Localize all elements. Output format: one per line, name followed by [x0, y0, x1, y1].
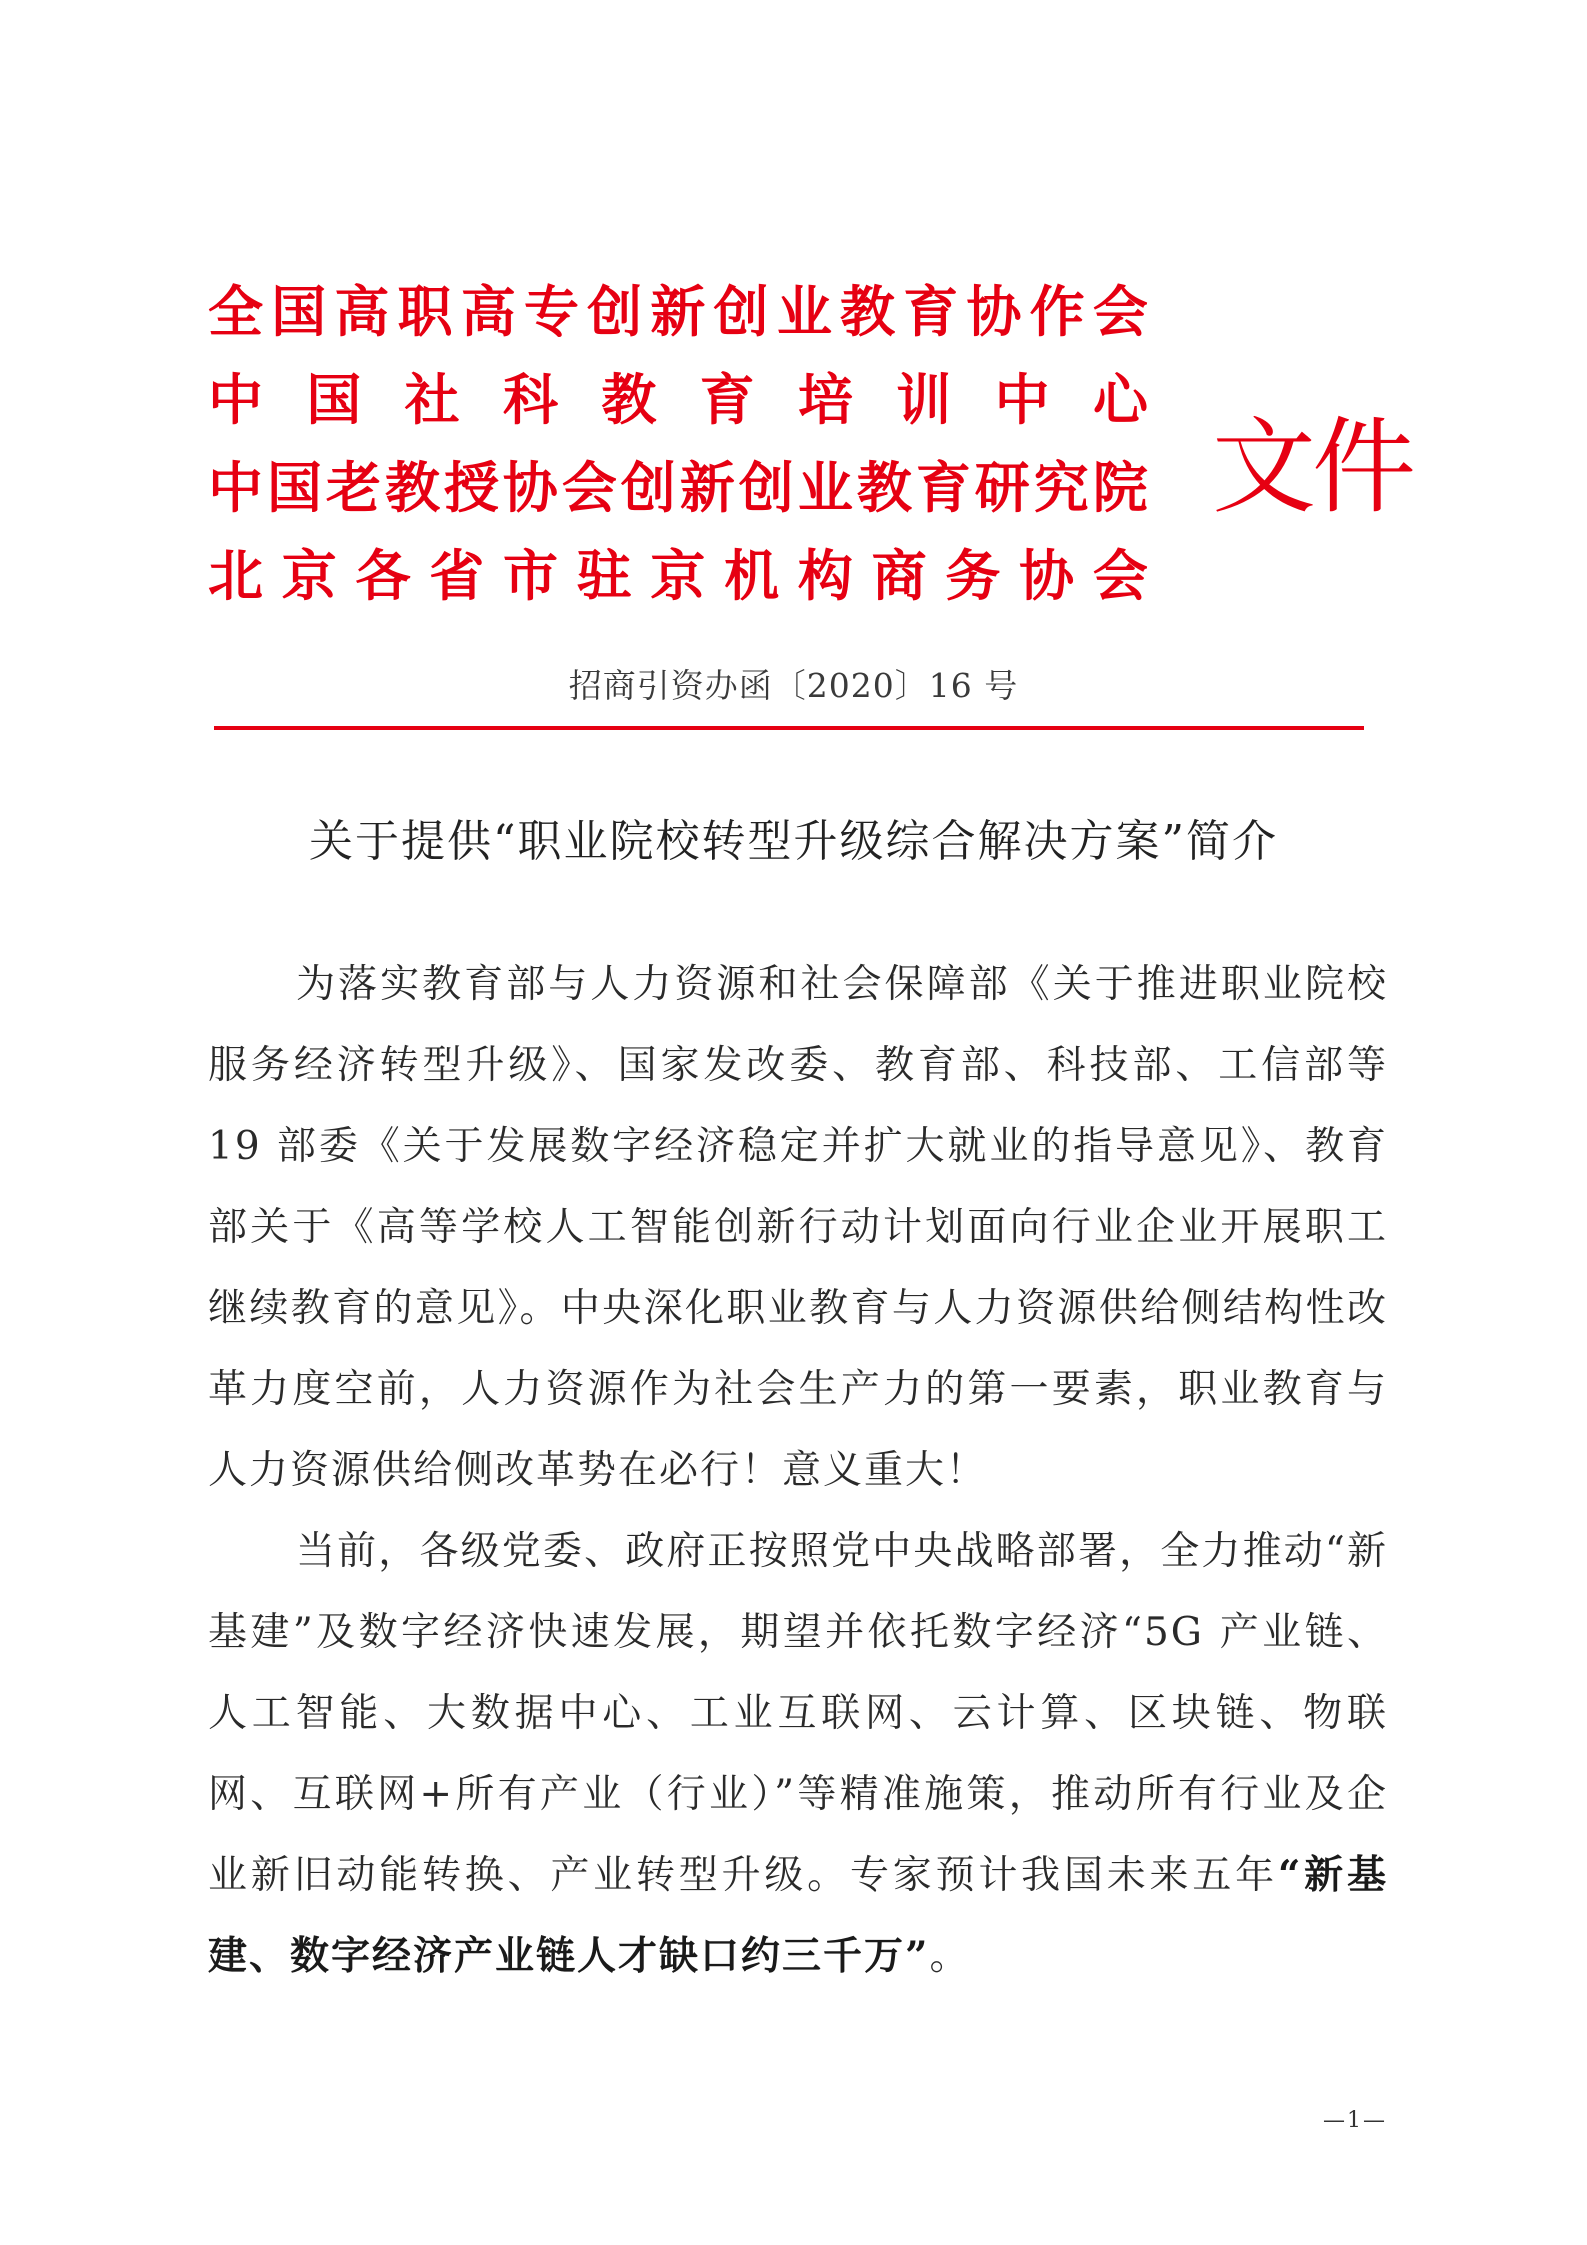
issuer-char: 心 [1092, 368, 1148, 432]
issuer-char: 教 [856, 456, 912, 520]
issuer-char: 市 [502, 544, 558, 608]
issuer-char: 新 [679, 456, 735, 520]
issuer-char: 育 [699, 368, 755, 432]
paragraph-text: 为落实教育部与人力资源和社会保障部《关于推进职业院校服务经济转型升级》、国家发改委、教育部、科技部、工信部等 19 部委《关于发展数字经济稳定并扩大就业的指导意见》、教育部关于《高等学校人工智能创新行动计划面向行业企业开展职工继续教育的意见》。中央深化职业教育与人力资源供给侧结构性改革力度空前，人力资源作为社会生产力的第一要素，职业教育与人力资源供给侧改革势在必行！意义重大！ [208, 962, 1388, 1493]
issuer-char: 创 [587, 280, 643, 344]
issuer-name [208, 356, 1148, 444]
issuer-name [208, 444, 1148, 532]
issuer-char: 中 [994, 368, 1050, 432]
paragraph-tail: 。 [929, 1934, 971, 1979]
issuer-char: 业 [776, 280, 832, 344]
issuer-char: 中 [208, 456, 264, 520]
document-title: 关于提供“职业院校转型升级综合解决方案”简介 [309, 816, 1278, 867]
issuer-char: 会 [561, 456, 617, 520]
issuer-char: 协 [966, 280, 1022, 344]
issuer-char: 高 [334, 280, 390, 344]
issuer-char: 省 [429, 544, 485, 608]
page-number: —1— [1323, 2108, 1387, 2133]
issuer-char: 北 [208, 544, 264, 608]
issuer-char: 国 [306, 368, 362, 432]
issuer-char: 培 [797, 368, 853, 432]
document-type-label: 文件 [1212, 406, 1413, 528]
document-number: 招商引资办函〔2020〕16 号 [568, 666, 1019, 705]
issuer-char: 训 [896, 368, 952, 432]
issuer-char: 驻 [576, 544, 632, 608]
issuer-char: 协 [1019, 544, 1075, 608]
issuer-char: 会 [1092, 544, 1148, 608]
issuer-char: 会 [1092, 280, 1148, 344]
issuer-char: 商 [871, 544, 927, 608]
issuer-name [208, 532, 1148, 620]
issuer-char: 中 [208, 368, 264, 432]
issuer-name [208, 268, 1148, 356]
issuer-char: 授 [443, 456, 499, 520]
issuer-list [208, 268, 1148, 620]
body-paragraph [208, 944, 1388, 1511]
issuer-char: 教 [601, 368, 657, 432]
issuer-char: 育 [903, 280, 959, 344]
issuer-char: 机 [724, 544, 780, 608]
issuer-char: 国 [271, 280, 327, 344]
issuer-char: 社 [404, 368, 460, 432]
issuer-char: 职 [397, 280, 453, 344]
issuer-char: 协 [502, 456, 558, 520]
issuer-char: 业 [797, 456, 853, 520]
paragraph-text: 当前，各级党委、政府正按照党中央战略部署，全力推动“新基建”及数字经济快速发展，期望并依托数字经济“5G 产业链、人工智能、大数据中心、工业互联网、云计算、区块链、物联网、互联网+所有产业（行业）”等精准施策，推动所有行业及企业新旧动能转换、产业转型升级。专家预计我国未来五年 [208, 1529, 1388, 1898]
issuer-char: 创 [620, 456, 676, 520]
issuer-char: 教 [384, 456, 440, 520]
paragraph-emphasis: “新基建、数字经济产业链人才缺口约三千万” [208, 1852, 1388, 1979]
issuer-char: 究 [1033, 456, 1089, 520]
issuer-char: 育 [915, 456, 971, 520]
issuer-char: 科 [502, 368, 558, 432]
issuer-char: 教 [840, 280, 896, 344]
issuer-char: 京 [281, 544, 337, 608]
issuer-char: 专 [524, 280, 580, 344]
issuer-char: 京 [650, 544, 706, 608]
issuer-char: 院 [1092, 456, 1148, 520]
issuer-char: 务 [945, 544, 1001, 608]
issuer-char: 各 [355, 544, 411, 608]
red-divider [214, 726, 1364, 730]
document-body [208, 944, 1388, 1997]
issuer-char: 全 [208, 280, 264, 344]
issuer-char: 创 [713, 280, 769, 344]
body-paragraph [208, 1511, 1388, 1997]
issuer-char: 老 [325, 456, 381, 520]
issuer-char: 创 [738, 456, 794, 520]
issuer-char: 研 [974, 456, 1030, 520]
issuer-char: 作 [1029, 280, 1085, 344]
issuer-char: 国 [266, 456, 322, 520]
issuer-char: 新 [650, 280, 706, 344]
issuer-char: 高 [460, 280, 516, 344]
issuer-char: 构 [797, 544, 853, 608]
